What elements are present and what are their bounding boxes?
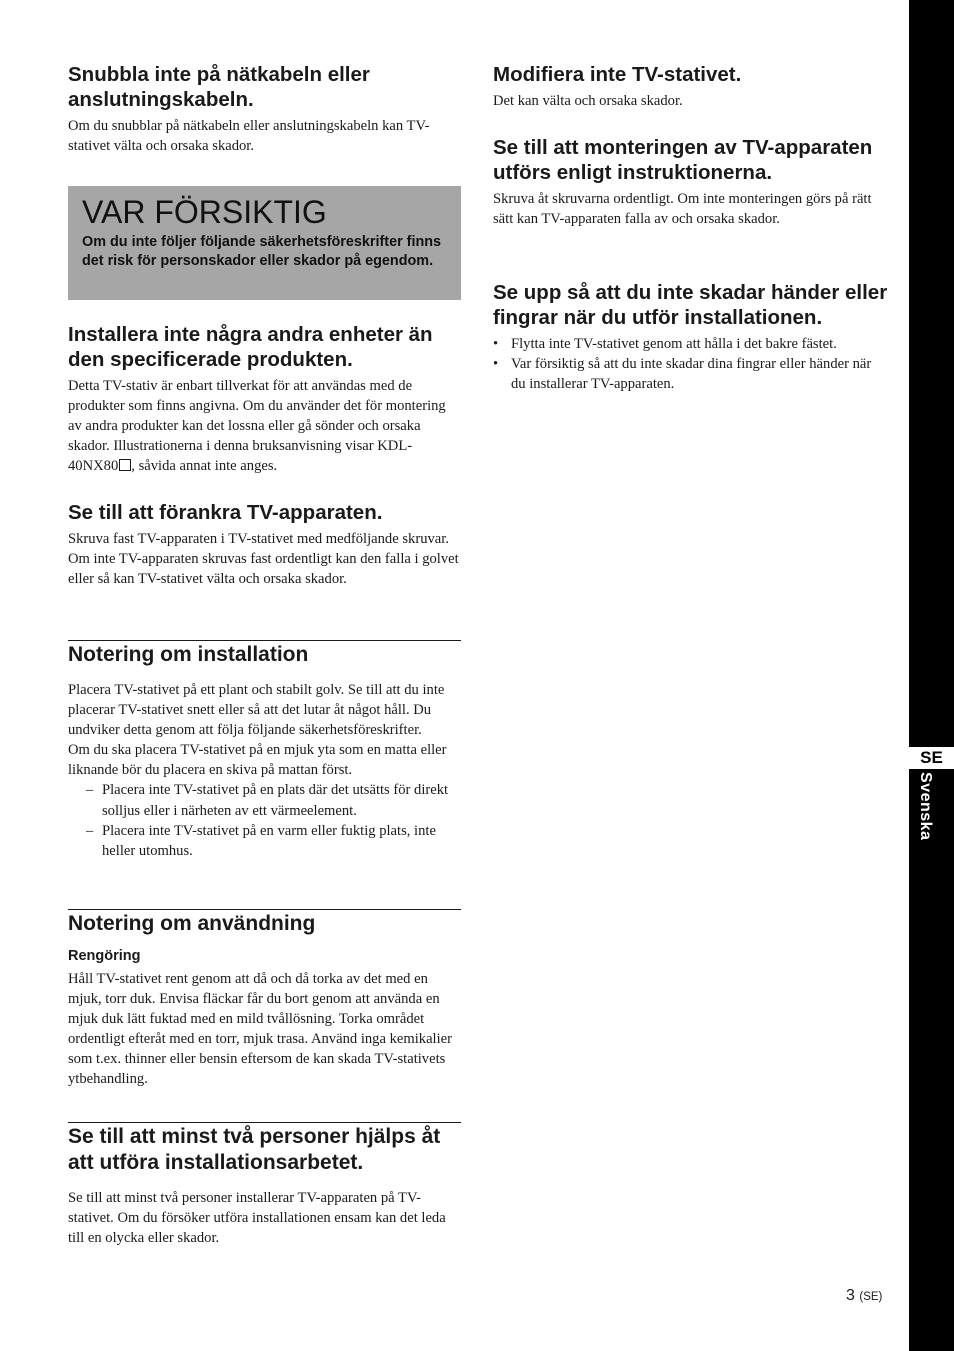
section-usage-note bbox=[68, 911, 461, 1090]
list-item: – Placera inte TV-stativet på en varm eller fuktig plats, inte heller utomhus. bbox=[86, 822, 436, 859]
section-other-devices bbox=[68, 322, 461, 476]
caution-title: VAR FÖRSIKTIG bbox=[82, 194, 327, 230]
language-label: Svenska bbox=[917, 772, 934, 841]
section-heading: Se till att minst två personer hjälps åt att utföra installationsarbetet. bbox=[68, 1125, 441, 1174]
section-title: Snubbla inte på nätkabeln eller anslutningskabeln. bbox=[68, 63, 370, 111]
section-title: Modifiera inte TV-stativet. bbox=[493, 63, 742, 86]
section-body: Det kan välta och orsaka skador. bbox=[493, 93, 683, 109]
list-item: – Placera inte TV-stativet på en plats där det utsätts för direkt solljus eller i närheten av ett värmeelement. bbox=[86, 782, 449, 819]
caution-text: Om du inte följer följande säkerhetsföreskrifter finns det risk för personskador eller skador på egendom. bbox=[82, 234, 442, 270]
section-title: Se till att förankra TV-apparaten. bbox=[68, 501, 383, 524]
section-divider bbox=[68, 640, 461, 641]
section-title: Se upp så att du inte skadar händer eller fingrar när du utför installationen. bbox=[493, 281, 888, 329]
section-heading: Notering om installation bbox=[68, 643, 309, 666]
section-title: Se till att monteringen av TV-apparaten utförs enligt instruktionerna. bbox=[493, 136, 873, 184]
subheading-cleaning: Rengöring bbox=[68, 948, 141, 964]
bullet-list bbox=[493, 334, 888, 394]
section-divider bbox=[68, 1122, 461, 1123]
language-tab: SE bbox=[909, 747, 954, 769]
section-body: Om du snubblar på nätkabeln eller anslutningskabeln kan TV-stativet välta och orsaka skador. bbox=[68, 118, 430, 155]
section-hands-fingers bbox=[493, 280, 888, 394]
list-item: • Flytta inte TV-stativet genom att hålla i det bakre fästet. bbox=[493, 336, 837, 352]
page-number: 3 (SE) bbox=[846, 1287, 883, 1304]
section-anchor-tv bbox=[68, 500, 461, 589]
section-body: Placera TV-stativet på ett plant och stabilt golv. Se till att du inte placerar TV-stativet snett eller så att det lutar åt något håll. Du undviker detta genom att följa följande säkerhetsföreskrifter. bbox=[68, 682, 445, 739]
section-mounting bbox=[493, 135, 888, 229]
language-sidebar bbox=[909, 0, 954, 1351]
section-heading: Notering om användning bbox=[68, 912, 316, 935]
model-placeholder-box bbox=[119, 459, 131, 471]
section-body: Skruva åt skruvarna ordentligt. Om inte monteringen görs på rätt sätt kan TV-apparaten falla av och orsaka skador. bbox=[493, 191, 872, 228]
section-body: Detta TV-stativ är enbart tillverkat för att användas med de produkter som finns angivna. Om du använder det för montering av andra produkter kan det lossna eller gå sönder och orsaka skador. Illustrationerna i denna bruksanvisning visar KDL-40NX80 , såvida annat inte anges. bbox=[68, 378, 446, 475]
section-body: Om du ska placera TV-stativet på en mjuk yta som en matta eller liknande bör du placera en skiva på mattan först. bbox=[68, 742, 447, 779]
dash-list bbox=[68, 780, 461, 860]
section-body: Håll TV-stativet rent genom att då och då torka av det med en mjuk, torr duk. Envisa fläckar får du bort genom att använda en mjuk duk lätt fuktad med en mild tvållösning. Torka området ordentligt efteråt med en torr, mjuk trasa. Använd inga kemikalier som t.ex. thinner eller bensin eftersom de kan skada TV-stativets ytbehandling. bbox=[68, 971, 452, 1088]
list-item: • Var försiktig så att du inte skadar dina fingrar eller händer när du installerar TV-apparaten. bbox=[493, 356, 872, 393]
section-two-persons bbox=[68, 1124, 461, 1248]
section-installation-note bbox=[68, 642, 461, 861]
section-modify bbox=[493, 62, 888, 111]
section-body: Skruva fast TV-apparaten i TV-stativet med medföljande skruvar. Om inte TV-apparaten skruvas fast ordentligt kan den falla i golvet eller så kan TV-stativet välta och orsaka skador. bbox=[68, 531, 459, 588]
section-cable-warning bbox=[68, 62, 461, 156]
section-body: Se till att minst två personer installerar TV-apparaten på TV-stativet. Om du försöker utföra installationen ensam kan det leda till en olycka eller skador. bbox=[68, 1190, 446, 1247]
section-title: Installera inte några andra enheter än den specificerade produkten. bbox=[68, 323, 433, 371]
caution-box bbox=[68, 186, 461, 300]
section-divider bbox=[68, 909, 461, 910]
